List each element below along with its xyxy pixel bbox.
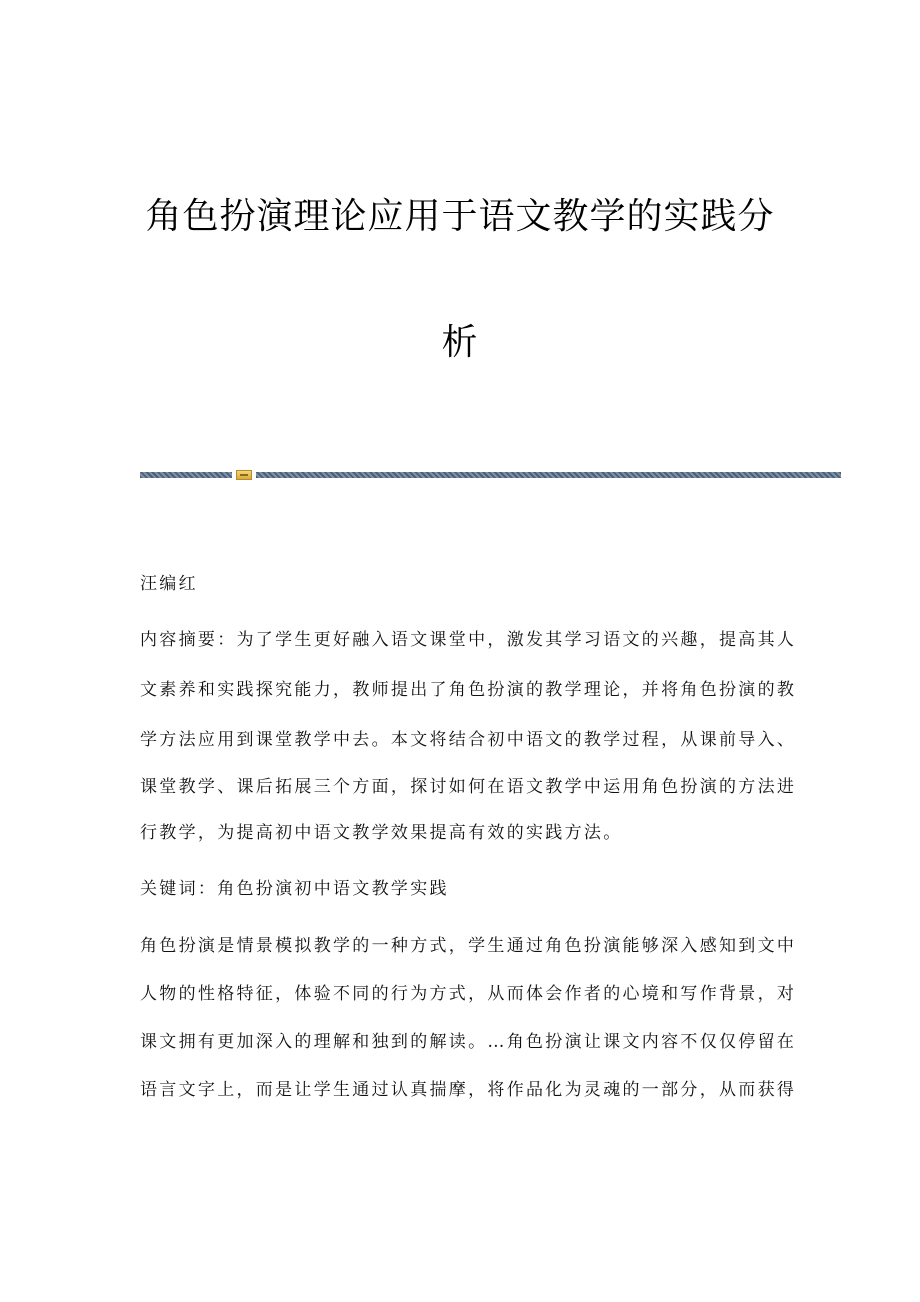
body-paragraph-line: 语言文字上，而是让学生通过认真揣摩，将作品化为灵魂的一部分，从而获得 bbox=[140, 1080, 797, 1100]
keywords: 关键词：角色扮演初中语文教学实践 bbox=[140, 879, 449, 899]
body-paragraph-line: 角色扮演是情景模拟教学的一种方式，学生通过角色扮演能够深入感知到文中 bbox=[140, 936, 797, 956]
abstract-line: 内容摘要：为了学生更好融入语文课堂中，激发其学习语文的兴趣，提高其人 bbox=[140, 630, 797, 650]
abstract-line: 文素养和实践探究能力，教师提出了角色扮演的教学理论，并将角色扮演的教 bbox=[140, 680, 797, 700]
title-divider bbox=[140, 470, 841, 479]
divider-bar-right bbox=[256, 472, 841, 478]
divider-bar-left bbox=[140, 472, 232, 478]
abstract-line: 行教学，为提高初中语文教学效果提高有效的实践方法。 bbox=[140, 823, 623, 843]
abstract-line: 学方法应用到课堂教学中去。本文将结合初中语文的教学过程，从课前导入、 bbox=[140, 730, 797, 750]
body-paragraph-line: 人物的性格特征，体验不同的行为方式，从而体会作者的心境和写作背景，对 bbox=[140, 984, 797, 1004]
divider-ornament-icon bbox=[236, 470, 252, 480]
author-name: 汪编红 bbox=[140, 574, 198, 594]
document-title-line-2: 析 bbox=[441, 322, 479, 363]
abstract-line: 课堂教学、课后拓展三个方面，探讨如何在语文教学中运用角色扮演的方法进 bbox=[140, 777, 797, 797]
body-paragraph-line: 课文拥有更加深入的理解和独到的解读。…角色扮演让课文内容不仅仅停留在 bbox=[140, 1032, 797, 1052]
document-title-line-1: 角色扮演理论应用于语文教学的实践分 bbox=[145, 196, 775, 237]
